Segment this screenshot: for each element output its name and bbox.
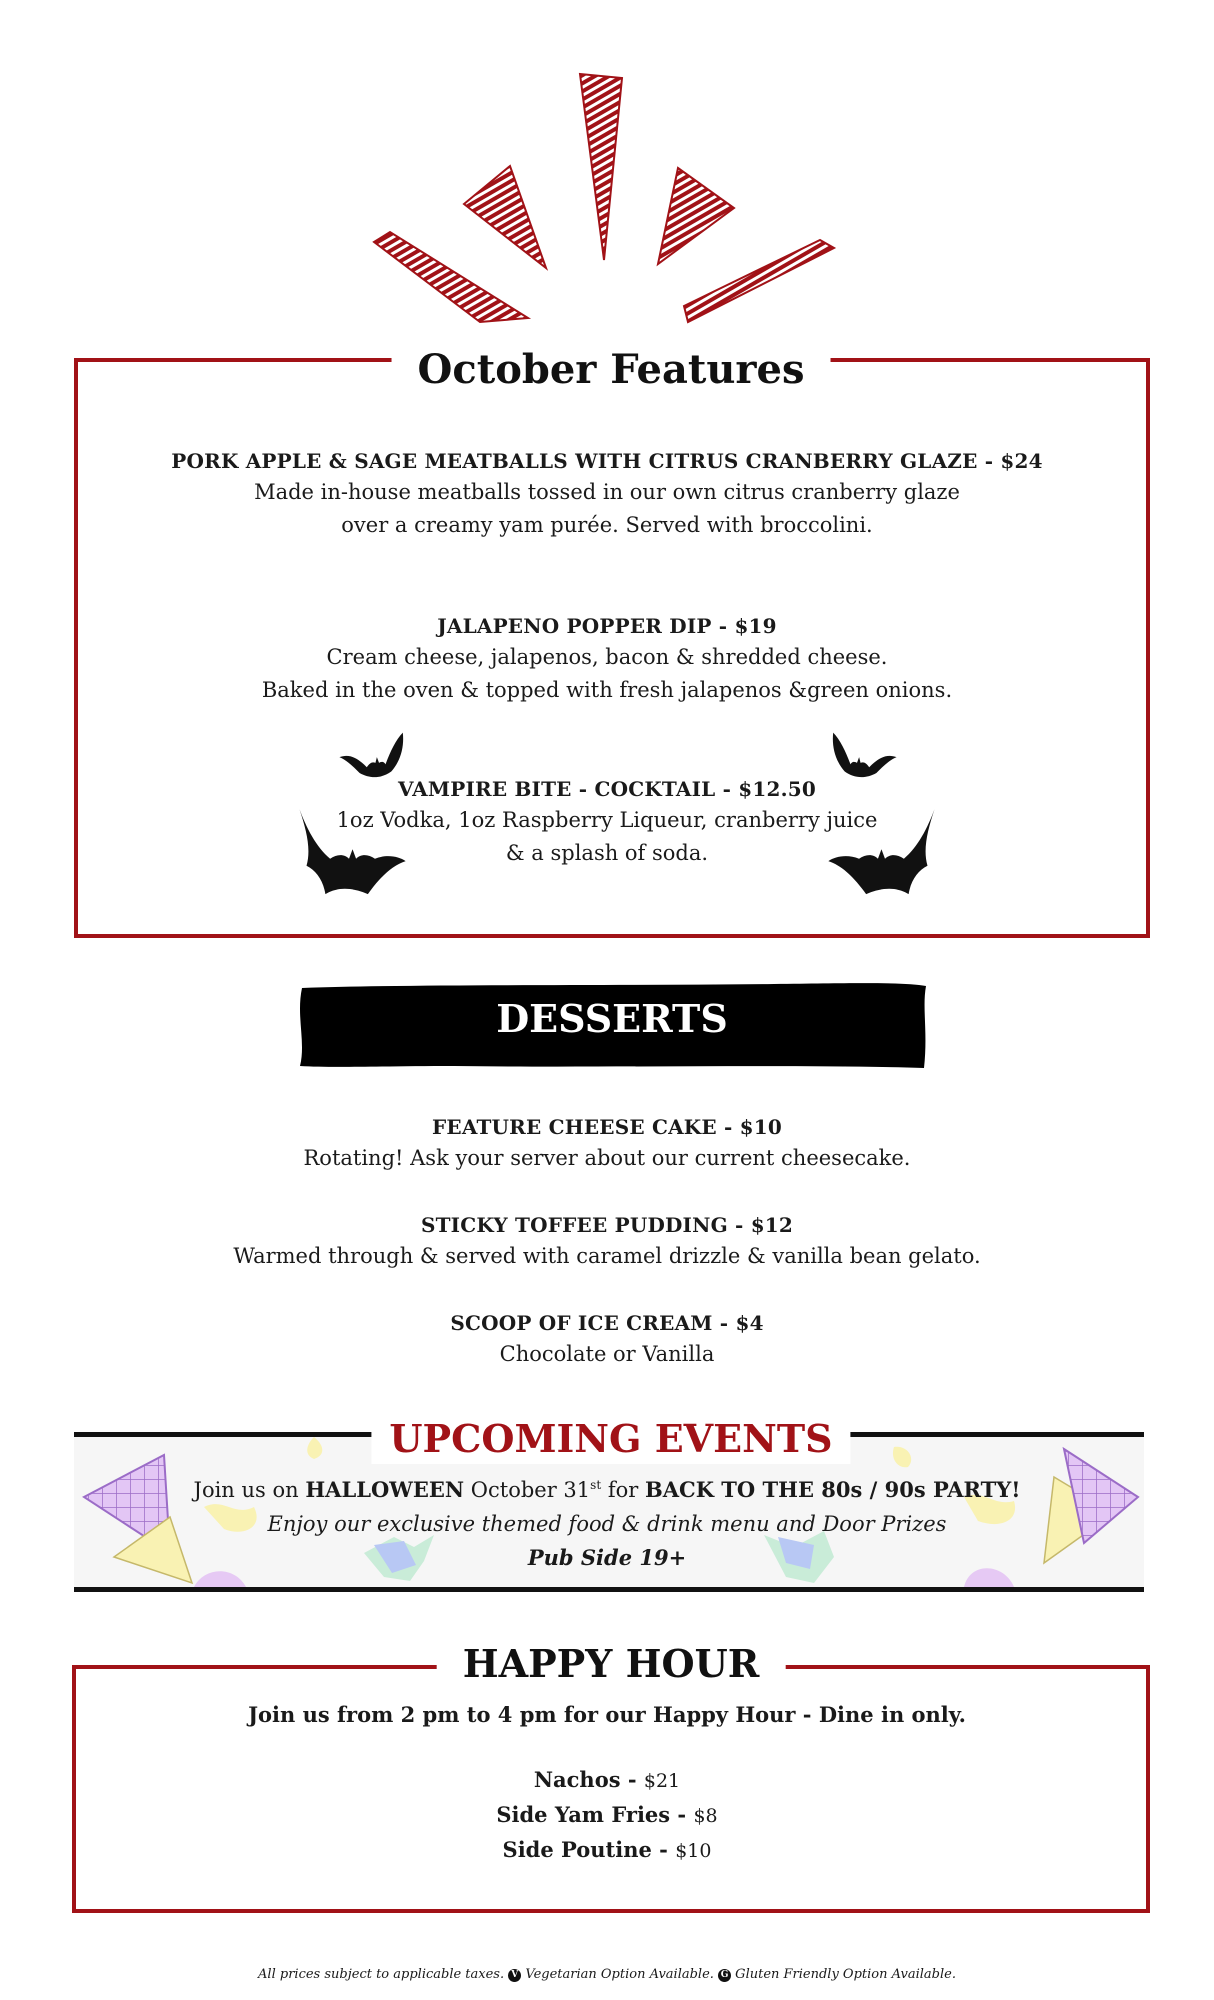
happy-hour-intro: Join us from 2 pm to 4 pm for our Happy Hour - Dine in only. [248,1702,966,1727]
feature-desc-line: & a splash of soda. [505,841,709,865]
retro-drop-top-right [893,1447,911,1467]
dessert-desc: Rotating! Ask your server about our current cheesecake. [303,1146,911,1170]
scribble-ray-center [580,74,622,260]
scribble-ray-right-outer [684,240,834,322]
events-line-age: Pub Side 19+ [527,1545,687,1570]
feature-desc-line: over a creamy yam purée. Served with broccolini. [341,513,873,537]
dessert-desc: Warmed through & served with caramel drizzle & vanilla bean gelato. [233,1244,981,1268]
happy-hour-item [0,1833,1214,1868]
desserts-title: DESSERTS [496,996,728,1041]
events-title: UPCOMING EVENTS [371,1414,850,1464]
feature-title-vampire-bite: VAMPIRE BITE - COCKTAIL - $12.50 [398,777,816,801]
events-party-name: BACK TO THE 80s / 90s PARTY! [644,1477,1021,1502]
feature-item-meatballs [0,446,1214,542]
scribble-ray-left-outer [374,232,528,322]
footer-disclaimer [0,1967,1214,1982]
feature-desc-line: Made in-house meatballs tossed in our own citrus cranberry glaze [254,480,960,504]
scribble-burst-decoration [360,72,840,332]
scribble-ray-left-inner [464,166,546,268]
feature-item-vampire-bite [0,774,1214,870]
happy-hour-item [0,1763,1214,1798]
footer-text: Gluten Friendly Option Available. [731,1967,956,1982]
feature-desc-line: Cream cheese, jalapenos, bacon & shredded cheese. [326,645,888,669]
events-date-suffix: st [590,1478,602,1492]
scribble-ray-right-inner [658,168,734,264]
dessert-item-toffee-pudding [0,1210,1214,1273]
events-line-halloween [0,1468,1214,1507]
events-line-menu: Enjoy our exclusive themed food & drink menu and Door Prizes [267,1512,947,1536]
bat-icon [826,730,898,790]
dessert-title: STICKY TOFFEE PUDDING - $12 [420,1213,794,1237]
events-text: for [601,1478,645,1502]
events-bottom-rule [74,1587,1144,1592]
dessert-title: SCOOP OF ICE CREAM - $4 [450,1311,764,1335]
footer-text: Vegetarian Option Available. [521,1967,719,1982]
dessert-item-cheesecake [0,1112,1214,1175]
dessert-title: FEATURE CHEESE CAKE - $10 [431,1115,782,1139]
feature-desc-line: Baked in the oven & topped with fresh jalapenos &green onions. [261,678,953,702]
events-details [0,1468,1214,1575]
footer-text: All prices subject to applicable taxes. [258,1967,509,1982]
events-text: October 31 [464,1478,591,1502]
october-features-title: October Features [392,344,831,396]
bat-icon [826,806,944,902]
happy-hour-item-name: Nachos - [533,1767,644,1792]
happy-hour-item-price: $21 [643,1770,681,1792]
happy-hour-item-name: Side Yam Fries - [496,1802,694,1827]
happy-hour-item-price: $8 [693,1805,718,1827]
feature-item-popper-dip [0,611,1214,707]
dessert-desc: Chocolate or Vanilla [499,1342,715,1366]
happy-hour-item-name: Side Poutine - [502,1837,676,1862]
happy-hour-item [0,1798,1214,1833]
feature-title-meatballs: PORK APPLE & SAGE MEATBALLS WITH CITRUS CRANBERRY GLAZE - $24 [171,449,1043,473]
events-text: Join us on [193,1478,306,1502]
retro-drop-top [307,1437,322,1459]
events-halloween-label: HALLOWEEN [305,1477,465,1502]
dessert-item-ice-cream [0,1308,1214,1371]
vegetarian-badge-icon: V [508,1969,521,1982]
feature-desc-line: 1oz Vodka, 1oz Raspberry Liqueur, cranberry juice [336,808,878,832]
gluten-friendly-badge-icon: G [718,1969,731,1982]
bat-icon [290,806,408,902]
feature-title-popper-dip: JALAPENO POPPER DIP - $19 [437,614,777,638]
happy-hour-item-price: $10 [675,1840,712,1862]
happy-hour-details [0,1698,1214,1868]
happy-hour-title: HAPPY HOUR [437,1638,786,1690]
bat-icon [338,730,410,790]
